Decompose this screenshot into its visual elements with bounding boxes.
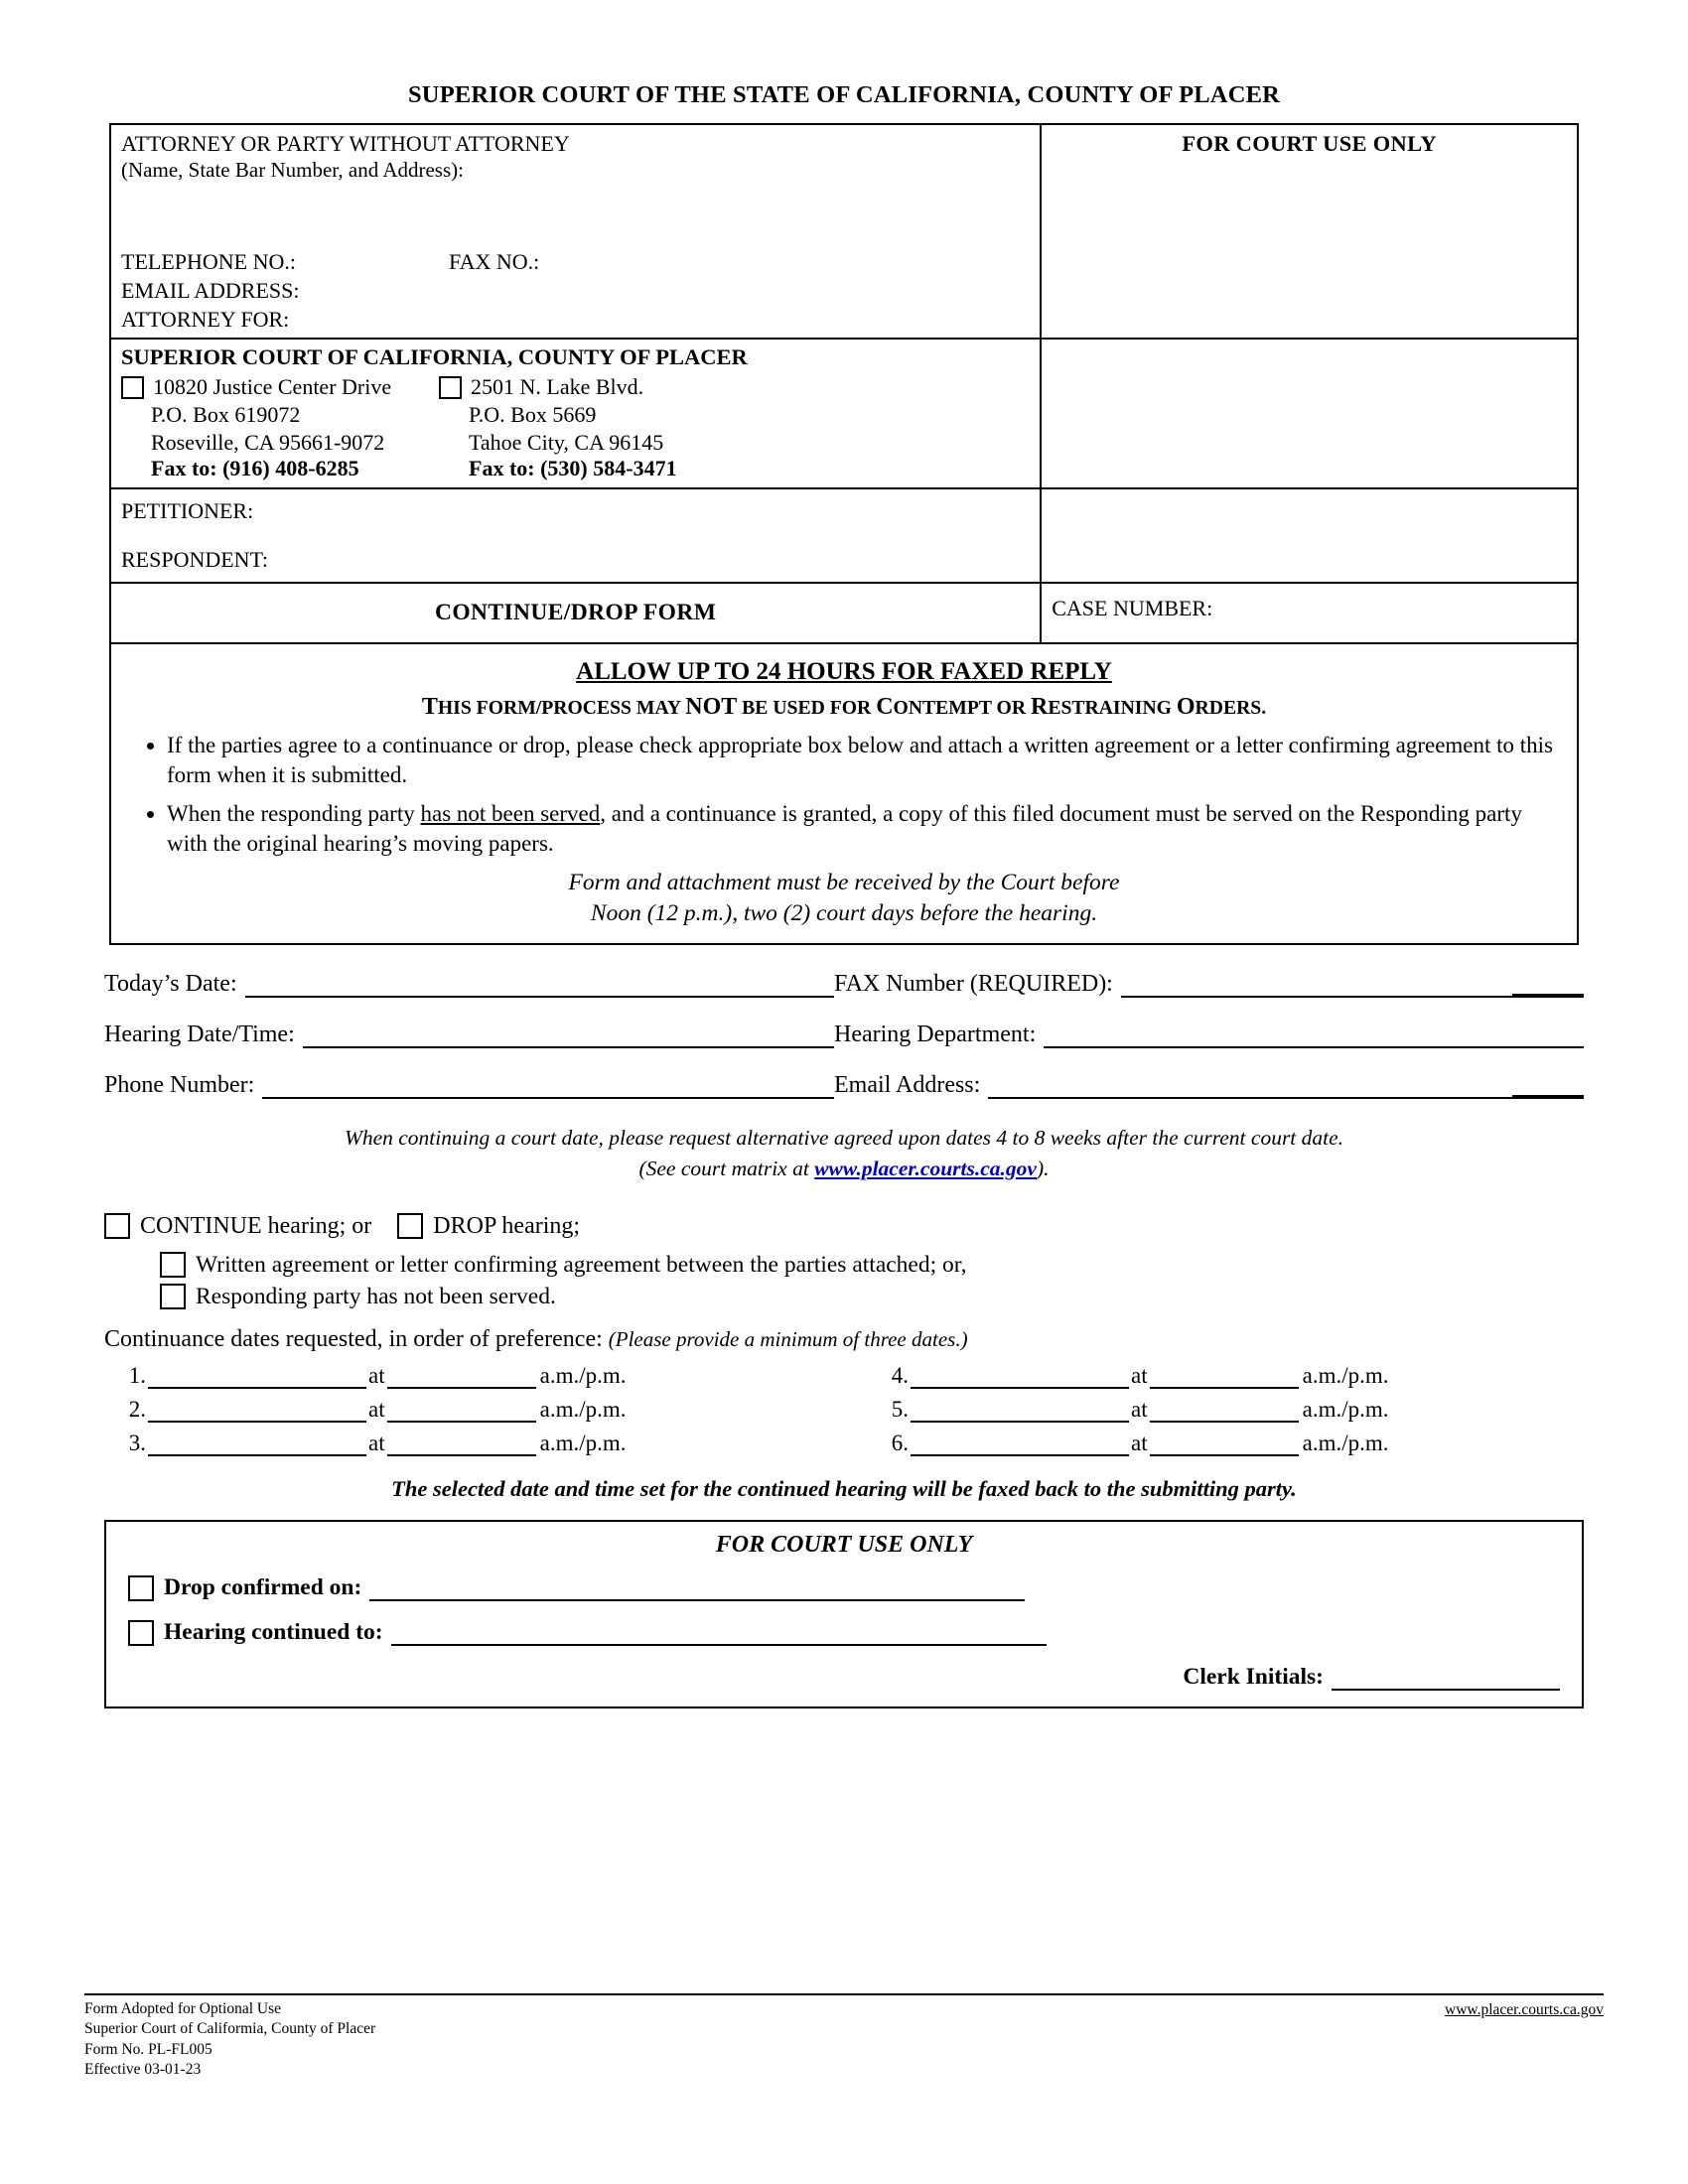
caption-box	[109, 123, 1579, 644]
date-row-2-date-input[interactable]	[148, 1401, 366, 1423]
date-row-4-date-input[interactable]	[911, 1367, 1129, 1389]
restriction-cap-t: T	[421, 694, 438, 721]
restriction-notice	[129, 694, 1559, 721]
restriction-part-4: ESTRAINING	[1048, 697, 1177, 720]
court-use-title: FOR COURT USE ONLY	[715, 1531, 973, 1558]
email-address-label: Email Address:	[834, 1072, 981, 1099]
date-row-2-number: 2.	[128, 1396, 146, 1422]
restriction-part-1: HIS FORM/PROCESS MAY	[437, 697, 686, 720]
restriction-part-3: ONTEMPT OR	[893, 697, 1031, 720]
petitioner-label: PETITIONER:	[121, 498, 254, 524]
notice-bullet-1: • If the parties agree to a continuance or drop, please check appropriate box below and attach a written agreement or a letter confirming agreement to this form when it is submitted.	[167, 731, 1559, 790]
date-row-1-ampm: a.m./p.m.	[539, 1362, 627, 1388]
hearing-department-label: Hearing Department:	[834, 1022, 1037, 1048]
dates-column-right	[839, 1363, 1574, 1464]
form-title-cell	[111, 584, 1042, 642]
tahoe-checkbox-line[interactable]	[439, 373, 856, 401]
sub-options	[160, 1252, 1584, 1310]
date-row-3-at: at	[368, 1430, 385, 1455]
attorney-sublabel: (Name, State Bar Number, and Address):	[121, 157, 464, 182]
petitioner-entry-space[interactable]	[121, 527, 1030, 543]
for-court-use-only-block	[1042, 125, 1577, 338]
court-heading: SUPERIOR COURT OF CALIFORNIA, COUNTY OF PLACER	[121, 344, 748, 370]
telephone-fax-row	[121, 248, 1030, 277]
date-row-6-ampm: a.m./p.m.	[1302, 1430, 1389, 1455]
sub-option-1[interactable]	[160, 1252, 1584, 1279]
footer-website[interactable]: www.placer.courts.ca.gov	[1445, 2001, 1604, 2018]
restriction-part-5: RDERS.	[1195, 697, 1267, 720]
date-row-3-number: 3.	[128, 1430, 146, 1455]
court-use-blank-right-1	[1042, 340, 1577, 487]
matrix-note-prefix: (See court matrix at	[638, 1156, 815, 1180]
footer-line-4: Effective 03-01-23	[84, 2061, 202, 2079]
attorney-block	[111, 125, 1042, 338]
date-row-6[interactable]	[839, 1431, 1574, 1456]
date-row-6-at: at	[1131, 1430, 1148, 1455]
footer-line-1: Form Adopted for Optional Use	[84, 2000, 282, 2017]
fax-label: FAX NO.:	[449, 249, 540, 275]
date-row-3-time-input[interactable]	[387, 1434, 536, 1456]
date-row-4-number: 4.	[891, 1362, 909, 1388]
bullet-2-underlined: has not been served	[420, 801, 601, 827]
sub-option-2[interactable]	[160, 1284, 1584, 1310]
notice-bullet-2	[167, 799, 1559, 859]
date-row-3-date-input[interactable]	[148, 1434, 366, 1456]
restriction-cap-r: R	[1030, 694, 1049, 721]
placer-courts-link[interactable]: www.placer.courts.ca.gov	[814, 1156, 1037, 1180]
footer-divider	[84, 1993, 1604, 1995]
clerk-initials-label: Clerk Initials:	[1183, 1663, 1324, 1690]
date-row-1-at: at	[368, 1362, 385, 1388]
phone-number-input[interactable]	[262, 1075, 834, 1099]
court-use-box	[104, 1520, 1584, 1708]
attorney-for-label: ATTORNEY FOR:	[121, 306, 290, 332]
bullet-2-part-b: , and a continuance is granted, a copy of this filed document must be served on the Responding party with the original hearing’s moving papers.	[167, 801, 1522, 857]
todays-date-input[interactable]	[245, 974, 834, 998]
court-address-block	[111, 340, 1042, 487]
fax-number-field[interactable]	[834, 971, 1584, 998]
checkbox-icon-roseville[interactable]	[121, 376, 144, 399]
date-row-5-at: at	[1131, 1396, 1148, 1422]
email-address-field[interactable]	[834, 1072, 1584, 1099]
parties-row	[111, 487, 1577, 582]
attorney-label: ATTORNEY OR PARTY WITHOUT ATTORNEY	[121, 131, 570, 156]
notice-bullets	[129, 731, 1559, 859]
tahoe-city: Tahoe City, CA 96145	[469, 429, 664, 455]
date-row-5-date-input[interactable]	[911, 1401, 1129, 1423]
roseville-street: 10820 Justice Center Drive	[153, 374, 392, 400]
date-row-3-ampm: a.m./p.m.	[539, 1430, 627, 1455]
tahoe-pobox: P.O. Box 5669	[469, 401, 597, 427]
tahoe-street: 2501 N. Lake Blvd.	[471, 374, 644, 400]
drop-confirmed-row[interactable]	[128, 1574, 1560, 1601]
attorney-entry-space[interactable]	[121, 183, 1030, 248]
date-row-4[interactable]	[839, 1363, 1574, 1389]
field-row-1	[104, 971, 1584, 998]
matrix-note-line-2	[104, 1154, 1584, 1183]
continuance-dates-heading	[104, 1326, 1584, 1353]
footer-content	[84, 1999, 1604, 2081]
continue-label: CONTINUE hearing; or	[140, 1212, 372, 1239]
date-row-6-number: 6.	[891, 1430, 909, 1455]
phone-number-field[interactable]	[104, 1072, 834, 1099]
roseville-pobox: P.O. Box 619072	[151, 401, 301, 427]
date-row-6-date-input[interactable]	[911, 1434, 1129, 1456]
checkbox-icon-written-agreement[interactable]	[160, 1252, 186, 1278]
todays-date-label: Today’s Date:	[104, 971, 237, 998]
date-row-4-ampm: a.m./p.m.	[1302, 1362, 1389, 1388]
sub-option-2-label: Responding party has not been served.	[196, 1283, 556, 1309]
for-court-use-only-label: FOR COURT USE ONLY	[1182, 131, 1437, 156]
caption-top-row	[111, 125, 1577, 338]
attorney-for-row	[121, 306, 1030, 335]
matrix-note-suffix: ).	[1036, 1156, 1050, 1180]
fields-section	[104, 971, 1584, 1182]
restriction-cap-c: C	[876, 694, 894, 721]
date-row-1-time-input[interactable]	[387, 1367, 536, 1389]
deadline-line-2: Noon (12 p.m.), two (2) court days before the hearing.	[590, 900, 1098, 927]
hearing-datetime-label: Hearing Date/Time:	[104, 1022, 295, 1048]
hearing-datetime-field[interactable]	[104, 1022, 834, 1048]
roseville-fax: Fax to: (916) 408-6285	[151, 456, 359, 481]
date-row-5-number: 5.	[891, 1396, 909, 1422]
form-title: CONTINUE/DROP FORM	[434, 600, 717, 626]
footer-line-2: Superior Court of Califormia, County of Placer	[84, 2020, 376, 2038]
court-location-roseville	[121, 373, 439, 481]
faxed-back-note: The selected date and time set for the continued hearing will be faxed back to the submitting party.	[391, 1475, 1297, 1501]
date-row-4-time-input[interactable]	[1150, 1367, 1299, 1389]
court-address-columns	[121, 373, 1030, 481]
deadline-line-1: Form and attachment must be received by the Court before	[568, 869, 1120, 895]
case-number-label: CASE NUMBER:	[1052, 596, 1213, 621]
email-address-input[interactable]	[988, 1075, 1584, 1099]
date-row-6-time-input[interactable]	[1150, 1434, 1299, 1456]
roseville-city: Roseville, CA 95661-9072	[151, 429, 385, 455]
form-title-row	[111, 582, 1577, 642]
dates-column-left	[104, 1363, 839, 1464]
bullet-2-part-a: When the responding party	[167, 801, 421, 827]
matrix-note-line-1: When continuing a court date, please request alternative agreed upon dates 4 to 8 weeks after the current court date.	[344, 1126, 1344, 1151]
date-row-5-time-input[interactable]	[1150, 1401, 1299, 1423]
restriction-not: NOT	[685, 694, 738, 721]
continuance-dates-label: Continuance dates requested, in order of preference:	[104, 1325, 603, 1352]
checkbox-icon-drop[interactable]	[397, 1213, 423, 1239]
date-row-1[interactable]	[104, 1363, 839, 1389]
continuance-dates-grid	[104, 1363, 1584, 1464]
footer-line-3: Form No. PL-FL005	[84, 2040, 212, 2058]
court-location-tahoe	[439, 373, 856, 481]
continuance-dates-note: (Please provide a minimum of three dates.)	[608, 1326, 968, 1351]
date-row-1-date-input[interactable]	[148, 1367, 366, 1389]
date-row-2[interactable]	[104, 1397, 839, 1423]
email-label: EMAIL ADDRESS:	[121, 278, 300, 304]
case-number-cell	[1042, 584, 1577, 642]
form-sheet	[84, 81, 1604, 1708]
respondent-label: RESPONDENT:	[121, 547, 269, 573]
hearing-datetime-input[interactable]	[303, 1024, 834, 1048]
allow-24-hours-notice: ALLOW UP TO 24 HOURS FOR FAXED REPLY	[576, 658, 1112, 686]
telephone-label: TELEPHONE NO.:	[121, 249, 296, 275]
drop-confirmed-input[interactable]	[369, 1579, 1025, 1601]
checkbox-icon-tahoe[interactable]	[439, 376, 462, 399]
hearing-continued-row[interactable]	[128, 1619, 1560, 1646]
date-row-4-at: at	[1131, 1362, 1148, 1388]
date-row-1-number: 1.	[128, 1362, 146, 1388]
continue-drop-row	[104, 1213, 1584, 1240]
email-row	[121, 277, 1030, 306]
fax-number-input[interactable]	[1121, 974, 1584, 998]
parties-block	[111, 489, 1042, 582]
field-row-2	[104, 1022, 1584, 1048]
date-row-5[interactable]	[839, 1397, 1574, 1423]
date-row-2-time-input[interactable]	[387, 1401, 536, 1423]
clerk-initials-input[interactable]	[1332, 1669, 1560, 1691]
hearing-department-input[interactable]	[1044, 1024, 1584, 1048]
hearing-continued-input[interactable]	[391, 1624, 1047, 1646]
page-title: SUPERIOR COURT OF THE STATE OF CALIFORNIA, COUNTY OF PLACER	[407, 81, 1281, 108]
court-use-blank-right-2	[1042, 489, 1577, 582]
checkbox-icon-drop-confirmed[interactable]	[128, 1575, 154, 1601]
hearing-continued-label: Hearing continued to:	[164, 1618, 383, 1645]
court-location-row	[111, 338, 1577, 487]
field-row-3	[104, 1072, 1584, 1099]
restriction-cap-o: O	[1176, 694, 1196, 721]
deadline-notice	[129, 868, 1559, 930]
checkbox-icon-continue[interactable]	[104, 1213, 130, 1239]
date-row-3[interactable]	[104, 1431, 839, 1456]
checkbox-icon-hearing-continued[interactable]	[128, 1620, 154, 1646]
drop-confirmed-label: Drop confirmed on:	[164, 1573, 362, 1600]
page-footer	[84, 1993, 1604, 2081]
sub-option-1-label: Written agreement or letter confirming agreement between the parties attached; or,	[196, 1251, 967, 1278]
drop-label: DROP hearing;	[433, 1212, 581, 1239]
fax-number-label: FAX Number (REQUIRED):	[834, 971, 1113, 998]
matrix-note	[104, 1123, 1584, 1182]
selections-section	[104, 1213, 1584, 1502]
checkbox-icon-not-served[interactable]	[160, 1284, 186, 1309]
hearing-department-field[interactable]	[834, 1022, 1584, 1048]
date-row-5-ampm: a.m./p.m.	[1302, 1396, 1389, 1422]
roseville-checkbox-line[interactable]	[121, 373, 439, 401]
notice-box	[109, 644, 1579, 945]
restriction-part-2: BE USED FOR	[737, 697, 877, 720]
date-row-2-at: at	[368, 1396, 385, 1422]
todays-date-field[interactable]	[104, 971, 834, 998]
footer-left	[84, 1999, 375, 2081]
tahoe-fax: Fax to: (530) 584-3471	[469, 456, 677, 481]
date-row-2-ampm: a.m./p.m.	[539, 1396, 627, 1422]
phone-number-label: Phone Number:	[104, 1072, 255, 1099]
clerk-initials-row[interactable]	[128, 1664, 1560, 1691]
